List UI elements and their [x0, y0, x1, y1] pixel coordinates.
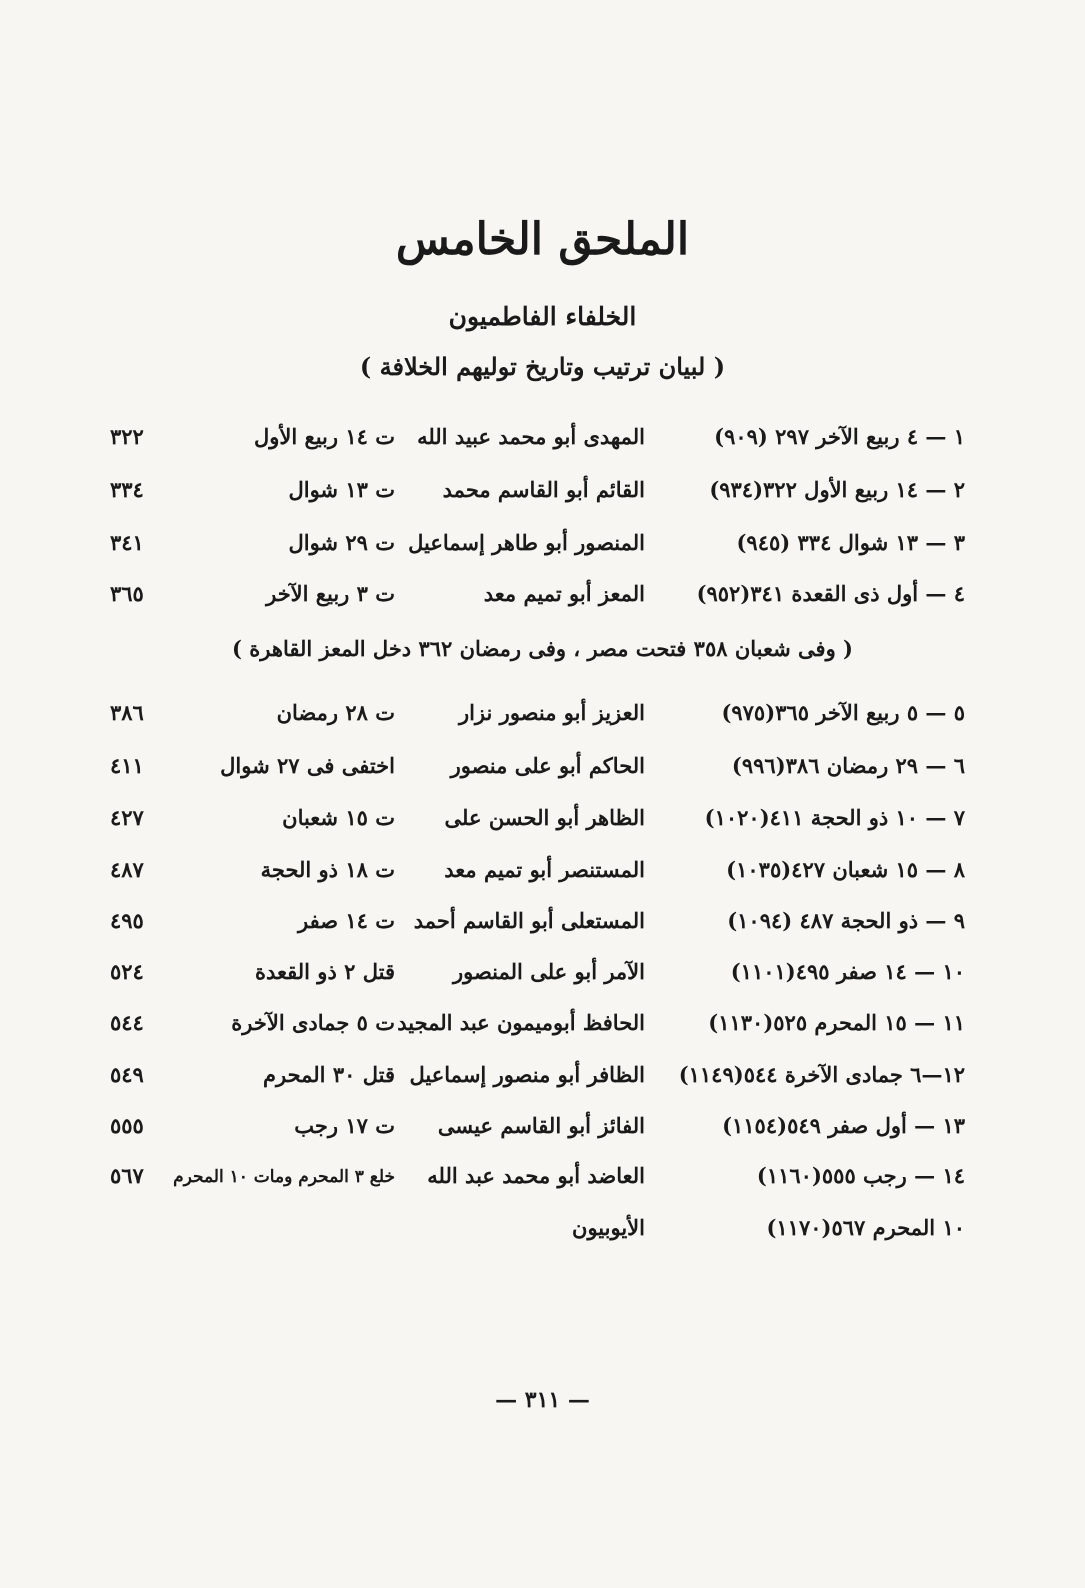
row-year: ٤٢٧: [110, 805, 144, 830]
row-name: المستعلى أبو القاسم أحمد: [413, 908, 645, 933]
table-row: [0, 1113, 1085, 1153]
row-name: الظافر أبو منصور إسماعيل: [409, 1062, 645, 1087]
row-year: ٣٦٥: [110, 581, 144, 606]
row-end: ت ١٥ شعبان: [282, 805, 395, 830]
table-row: [0, 959, 1085, 999]
table-row: [0, 805, 1085, 845]
row-name: الأيوبيون: [572, 1215, 645, 1240]
row-end: ت ٢٨ رمضان: [276, 700, 395, 725]
row-name: الحافظ أبوميمون عبد المجيد: [397, 1010, 645, 1035]
row-end: قتل ٢ ذو القعدة: [254, 959, 395, 984]
row-date: ١٤ — رجب ٥٥٥(١١٦٠): [756, 1163, 965, 1188]
row-name: المعز أبو تميم معد: [483, 581, 645, 606]
row-date: ١ — ٤ ربيع الآخر ٢٩٧ (٩٠٩): [714, 424, 965, 449]
row-name: الآمر أبو على المنصور: [452, 959, 645, 984]
row-date: ٨ — ١٥ شعبان ٤٢٧(١٠٣٥): [726, 857, 965, 882]
row-year: ٤١١: [110, 753, 144, 778]
row-date: ٥ — ٥ ربيع الآخر ٣٦٥(٩٧٥): [721, 700, 965, 725]
page-note: ( لبيان ترتيب وتاريخ توليهم الخلافة ): [359, 352, 726, 381]
section-note: ( وفى شعبان ٣٥٨ فتحت مصر ، وفى رمضان ٣٦٢ دخل المعز القاهرة ): [232, 636, 853, 661]
row-end: ت ٣ ربيع الآخر: [266, 581, 395, 606]
row-date: ٦ — ٢٩ رمضان ٣٨٦(٩٩٦): [731, 753, 965, 778]
row-date: ١٢—٦ جمادى الآخرة ٥٤٤(١١٤٩): [678, 1062, 965, 1087]
table-row: [0, 857, 1085, 897]
table-row: [0, 1163, 1085, 1203]
row-end: ت ١٣ شوال: [288, 477, 395, 502]
row-year: ٥٤٩: [110, 1062, 144, 1087]
row-name: العزيز أبو منصور نزار: [458, 700, 645, 725]
row-end: قتل ٣٠ المحرم: [263, 1062, 395, 1087]
row-end: ت ١٧ رجب: [294, 1113, 395, 1138]
table-row: [0, 753, 1085, 793]
table-row: [0, 477, 1085, 517]
row-date: ٩ — ذو الحجة ٤٨٧ (١٠٩٤): [727, 908, 965, 933]
row-year: ٥٦٧: [110, 1163, 144, 1188]
row-name: المنصور أبو طاهر إسماعيل: [408, 530, 645, 555]
table-row: [0, 530, 1085, 570]
row-name: العاضد أبو محمد عبد الله: [427, 1163, 645, 1188]
page-title: الملحق الخامس: [395, 214, 690, 265]
page-number: — ٣١١ —: [495, 1387, 590, 1413]
table-row: [0, 700, 1085, 740]
row-year: ٤٩٥: [110, 908, 144, 933]
row-name: الفائز أبو القاسم عيسى: [437, 1113, 645, 1138]
row-year: ٥٤٤: [110, 1010, 144, 1035]
row-date: ١١ — ١٥ المحرم ٥٢٥(١١٣٠): [708, 1010, 965, 1035]
row-date: ٤ — أول ذى القعدة ٣٤١(٩٥٢): [696, 581, 965, 606]
row-year: ٣٣٤: [110, 477, 144, 502]
row-year: ٥٥٥: [110, 1113, 144, 1138]
row-date: ٢ — ١٤ ربيع الأول ٣٢٢(٩٣٤): [709, 477, 965, 502]
row-end: ت ١٤ صفر: [297, 908, 395, 933]
row-name: الظاهر أبو الحسن على: [444, 805, 645, 830]
row-year: ٥٢٤: [110, 959, 144, 984]
table-row: [0, 1062, 1085, 1102]
row-date: ١٣ — أول صفر ٥٤٩(١١٥٤): [722, 1113, 965, 1138]
page-subtitle: الخلفاء الفاطميون: [448, 302, 637, 331]
row-year: ٤٨٧: [110, 857, 144, 882]
row-name: المهدى أبو محمد عبيد الله: [417, 424, 645, 449]
row-end: ت ١٤ ربيع الأول: [254, 424, 395, 449]
row-name: الحاكم أبو على منصور: [450, 753, 645, 778]
table-row: [0, 908, 1085, 948]
row-year: ٣٢٢: [110, 424, 144, 449]
row-end: ت ٢٩ شوال: [288, 530, 395, 555]
row-name: المستنصر أبو تميم معد: [444, 857, 645, 882]
row-end: ت ٥ جمادى الآخرة: [231, 1010, 395, 1035]
row-date: ١٠ المحرم ٥٦٧(١١٧٠): [766, 1215, 965, 1240]
row-end: اختفى فى ٢٧ شوال: [220, 753, 395, 778]
row-name: القائم أبو القاسم محمد: [442, 477, 645, 502]
table-row: [0, 424, 1085, 464]
row-date: ٣ — ١٣ شوال ٣٣٤ (٩٤٥): [736, 530, 965, 555]
row-end: خلع ٣ المحرم ومات ١٠ المحرم: [173, 1167, 395, 1187]
table-row: [0, 581, 1085, 621]
row-year: ٣٤١: [110, 530, 144, 555]
row-date: ٧ — ١٠ ذو الحجة ٤١١(١٠٢٠): [704, 805, 965, 830]
table-row: [0, 1010, 1085, 1050]
table-row: [0, 1215, 1085, 1255]
row-date: ١٠ — ١٤ صفر ٤٩٥(١١٠١): [730, 959, 965, 984]
row-year: ٣٨٦: [110, 700, 144, 725]
row-end: ت ١٨ ذو الحجة: [260, 857, 395, 882]
